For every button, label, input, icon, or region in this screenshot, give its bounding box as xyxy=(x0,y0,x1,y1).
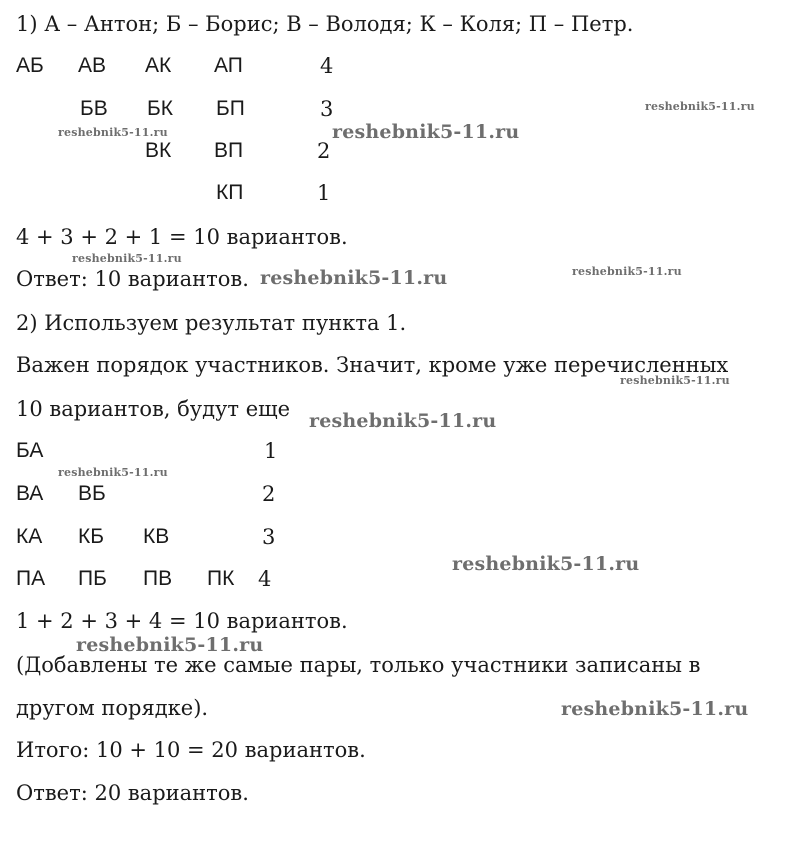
pair-ak: АК xyxy=(145,54,172,77)
watermark: reshebnik5-11.ru xyxy=(645,100,755,113)
watermark: reshebnik5-11.ru xyxy=(561,698,749,720)
pair-vp: ВП xyxy=(214,139,244,162)
watermark: reshebnik5-11.ru xyxy=(332,121,520,143)
pair-bk: БК xyxy=(147,97,174,120)
pair-kv: КВ xyxy=(143,525,170,548)
explain-line: 10 вариантов, будут еще xyxy=(16,397,291,421)
answer-line: Ответ: 20 вариантов. xyxy=(16,781,249,805)
pair-vb: ВБ xyxy=(78,482,106,505)
row-count: 3 xyxy=(320,97,334,121)
watermark: reshebnik5-11.ru xyxy=(452,553,640,575)
row-count: 1 xyxy=(317,181,331,205)
answer-line: Ответ: 10 вариантов. xyxy=(16,267,249,291)
pair-ap: АП xyxy=(214,54,243,77)
pair-ka: КА xyxy=(16,525,43,548)
watermark: reshebnik5-11.ru xyxy=(260,267,448,289)
explain-line: Важен порядок участников. Значит, кроме уже перечисленных xyxy=(16,353,729,377)
intro-line: 2) Используем результат пункта 1. xyxy=(16,311,407,335)
note-line: (Добавлены те же самые пары, только участники записаны в xyxy=(16,653,701,677)
note-line: другом порядке). xyxy=(16,696,209,720)
total-line: Итого: 10 + 10 = 20 вариантов. xyxy=(16,738,366,762)
pair-av: АВ xyxy=(78,54,107,77)
pair-bp: БП xyxy=(216,97,245,120)
legend-line: 1) А – Антон; Б – Борис; В – Володя; К – Коля; П – Петр. xyxy=(16,12,634,36)
pair-pb: ПБ xyxy=(78,567,107,590)
pair-bv: БВ xyxy=(80,97,108,120)
row-count: 1 xyxy=(264,439,278,463)
pair-vk: ВК xyxy=(145,139,172,162)
watermark: reshebnik5-11.ru xyxy=(58,466,168,479)
pair-va: ВА xyxy=(16,482,44,505)
pair-pk: ПК xyxy=(207,567,235,590)
row-count: 2 xyxy=(317,139,331,163)
watermark: reshebnik5-11.ru xyxy=(58,126,168,139)
pair-ab: АБ xyxy=(16,54,44,77)
watermark: reshebnik5-11.ru xyxy=(620,374,730,387)
pair-kb: КБ xyxy=(78,525,105,548)
row-count: 3 xyxy=(262,525,276,549)
pair-pv: ПВ xyxy=(143,567,173,590)
row-count: 2 xyxy=(262,482,276,506)
pair-ba: БА xyxy=(16,439,44,462)
watermark: reshebnik5-11.ru xyxy=(572,265,682,278)
row-count: 4 xyxy=(258,567,272,591)
pair-kp: КП xyxy=(216,181,244,204)
sum-line: 1 + 2 + 3 + 4 = 10 вариантов. xyxy=(16,609,348,633)
watermark: reshebnik5-11.ru xyxy=(309,410,497,432)
watermark: reshebnik5-11.ru xyxy=(72,252,182,265)
row-count: 4 xyxy=(320,54,334,78)
sum-line: 4 + 3 + 2 + 1 = 10 вариантов. xyxy=(16,225,348,249)
pair-pa: ПА xyxy=(16,567,46,590)
watermark: reshebnik5-11.ru xyxy=(76,634,264,656)
